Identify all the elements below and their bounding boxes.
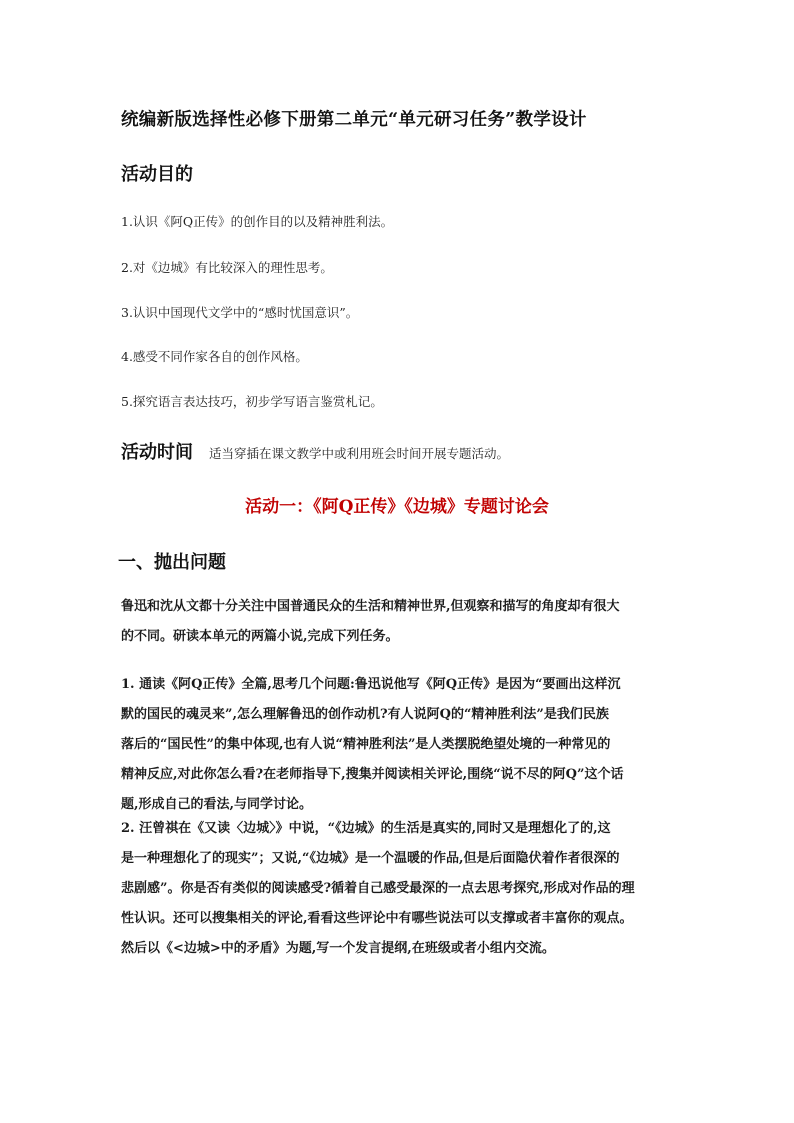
section-heading: 一、抛出问题 — [118, 552, 226, 573]
goal-item-3: 3.认识中国现代文学中的“感时忧国意识”。 — [121, 305, 359, 320]
goal-item-5: 5.探究语言表达技巧，初步学写语言鉴赏札记。 — [121, 394, 383, 409]
task1-line: 落后的“国民性”的集中体现,也有人说“精神胜利法”是人类摆脱绝望处境的一种常见的 — [121, 737, 611, 752]
task2-paragraph — [121, 814, 677, 964]
activity-time-row — [121, 438, 509, 464]
goal-item-1: 1.认识《阿Q正传》的创作目的以及精神胜利法。 — [121, 214, 394, 229]
goal-item-4: 4.感受不同作家各自的创作风格。 — [121, 349, 308, 364]
activity-title: 活动一：《阿Q正传》《边城》专题讨论会 — [245, 497, 549, 517]
task1-line: 1. 通读《阿Q正传》全篇,思考几个问题:鲁迅说他写《阿Q正传》是因为“要画出这样沉 — [121, 677, 621, 692]
intro-paragraph — [121, 592, 677, 652]
task2-line: 性认识。还可以搜集相关的评论,看看这些评论中有哪些说法可以支撑或者丰富你的观点。 — [121, 911, 633, 926]
task2-line: 是一种理想化了的现实”；又说,“《边城》是一个温暖的作品,但是后面隐伏着作者很深的 — [121, 851, 620, 866]
document-title: 统编新版选择性必修下册第二单元“单元研习任务”教学设计 — [121, 110, 587, 130]
intro-line: 鲁迅和沈从文都十分关注中国普通民众的生活和精神世界,但观察和描写的角度却有很大 — [121, 599, 620, 614]
task2-line: 2. 汪曾祺在《又读〈边城〉》中说，“《边城》的生活是真实的,同时又是理想化了的,这 — [121, 821, 611, 836]
goal-item-2: 2.对《边城》有比较深入的理性思考。 — [121, 260, 333, 275]
intro-line: 的不同。研读本单元的两篇小说,完成下列任务。 — [121, 629, 399, 644]
time-heading: 活动时间 — [121, 442, 193, 463]
task1-line: 默的国民的魂灵来”,怎么理解鲁迅的创作动机?有人说阿Q的“精神胜利法”是我们民族 — [121, 707, 609, 722]
task2-line: 悲剧感”。你是否有类似的阅读感受?循着自己感受最深的一点去思考探究,形成对作品的理 — [121, 881, 635, 896]
task1-line: 题,形成自己的看法,与同学讨论。 — [121, 797, 313, 812]
time-text: 适当穿插在课文教学中或利用班会时间开展专题活动。 — [209, 446, 510, 461]
task1-paragraph — [121, 670, 677, 820]
goals-heading: 活动目的 — [121, 164, 193, 185]
task1-line: 精神反应,对此你怎么看?在老师指导下,搜集并阅读相关评论,围绕“说不尽的阿Q”这个话 — [121, 767, 624, 782]
task2-line: 然后以《<边城>中的矛盾》为题,写一个发言提纲,在班级或者小组内交流。 — [121, 941, 555, 956]
